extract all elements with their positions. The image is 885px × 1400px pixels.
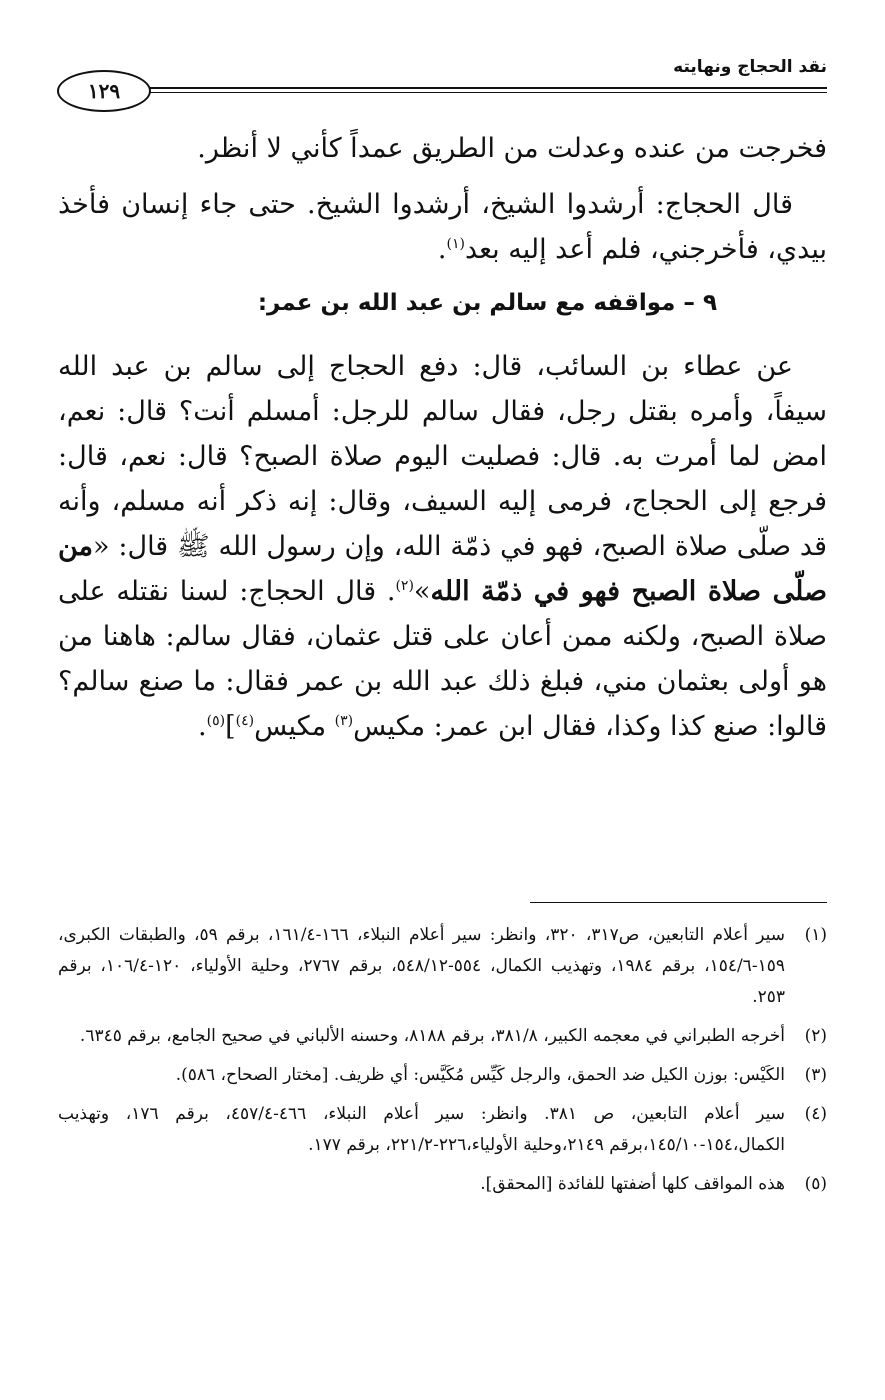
footnote-ref-2[interactable]: (٢) [395,578,414,594]
hadith-quote: من صلّى صلاة الصبح فهو في ذمّة الله [58,531,828,607]
footnote-text: أخرجه الطبراني في معجمه الكبير، ٣٨١/٨، برقم ٨١٨٨، وحسنه الألباني في صحيح الجامع، برقم ٦٣٤٥. [79,1026,785,1046]
quote-close: » [413,576,431,607]
paragraph-3 [58,344,827,749]
footnote-text: سير أعلام التابعين، ص٣١٧، ٣٢٠، وانظر: سير أعلام النبلاء، ١٦٦-١٦١/٤، برقم ٥٩، والطبقات الكبرى، ١٥٩-١٥٤/٦، برقم ١٩٨٤، وتهذيب الكمال، ٥٥٤-٥٤٨/١٢، برقم ٢٧٦٧، وحلية الأولياء، ١٢٠-١٠٦/٤، برقم ٢٥٣. [58,925,786,1007]
footnote-2 [58,1021,827,1052]
footnote-ref-3[interactable]: (٣) [334,713,354,729]
running-header-title: نقد الحجاج ونهايته [673,57,827,77]
footnote-text: الكَيْس: بوزن الكيل ضد الحمق، والرجل كَيِّس مُكَيَّس: أي ظريف. [مختار الصحاح، ٥٨٦). [175,1065,785,1085]
paragraph-2 [58,182,827,272]
paragraph-3-part-d: مكيس [254,711,335,742]
paragraph-1-text: فخرجت من عنده وعدلت من الطريق عمداً كأني لا أنظر. [197,133,827,164]
footnote-4 [58,1099,827,1161]
header-rule [150,87,827,89]
page-number-text: ١٢٩ [87,79,121,103]
footnote-ref-4[interactable]: (٤) [235,713,255,729]
paragraph-3-end: . [198,711,207,742]
footnote-text: سير أعلام التابعين، ص ٣٨١. وانظر: سير أعلام النبلاء، ٤٦٦-٤٥٧/٤، برقم ١٧٦، وتهذيب الكمال،١٥٤-١٤٥/١٠،برقم ٢١٤٩،وحلية الأولياء،٢٢٦-٢٢١/٢، برقم ١٧٧. [58,1104,785,1155]
footnote-3 [58,1060,827,1091]
page-number [57,70,151,112]
paragraph-2-body: قال الحجاج: أرشدوا الشيخ، أرشدوا الشيخ. حتى جاء إنسان فأخذ بيدي، فأخرجني، فلم أعد إليه بعد [58,189,827,265]
footnote-5 [58,1169,827,1200]
footnote-ref-1[interactable]: (١) [446,236,465,252]
paragraph-1 [58,126,827,171]
paragraph-3-text [58,344,827,749]
paragraph-3-part-c: . قال الحجاج: لسنا نقتله على صلاة الصبح، ولكنه ممن أعان على قتل عثمان، فقال سالم: هاهنا من هو أولى بعثمان مني، فبلغ ذلك عبد الله بن عمر فقال: ما صنع سالم؟ قالوا: صنع كذا وكذا، فقال ابن عمر: مكيس [58,576,827,742]
footnote-number: (٣) [804,1065,827,1085]
footnote-text: هذه المواقف كلها أضفتها للفائدة [المحقق]. [480,1174,785,1194]
footnote-number: (١) [804,925,827,945]
footnote-number: (٢) [804,1026,827,1046]
paragraph-2-end: . [437,234,447,265]
footnote-number: (٥) [804,1174,827,1194]
paragraph-2-text [58,182,827,272]
header-rule-thin [150,92,827,93]
footnotes [58,920,827,1208]
bracket-close: ] [225,711,236,742]
footnote-separator [530,902,827,903]
paragraph-3-part-a: عن عطاء بن السائب، قال: دفع الحجاج إلى سالم بن عبد الله سيفاً، وأمره بقتل رجل، فقال سالم للرجل: أمسلم أنت؟ قال: نعم، امض لما أمرت به. قال: فصليت اليوم صلاة الصبح؟ قال: نعم، قال: فرجع إلى الحجاج، فرمى إليه السيف، وقال: إنه ذكر أنه مسلم، وأنه قد صلّى صلاة الصبح، فهو في ذمّة الله، وإن رسول الله ﷺ قال: « [58,351,827,562]
footnote-1 [58,920,827,1013]
section-heading: ٩ – مواقفه مع سالم بن عبد الله بن عمر: [257,290,717,316]
footnote-number: (٤) [804,1104,827,1124]
footnote-ref-5[interactable]: (٥) [206,713,226,729]
